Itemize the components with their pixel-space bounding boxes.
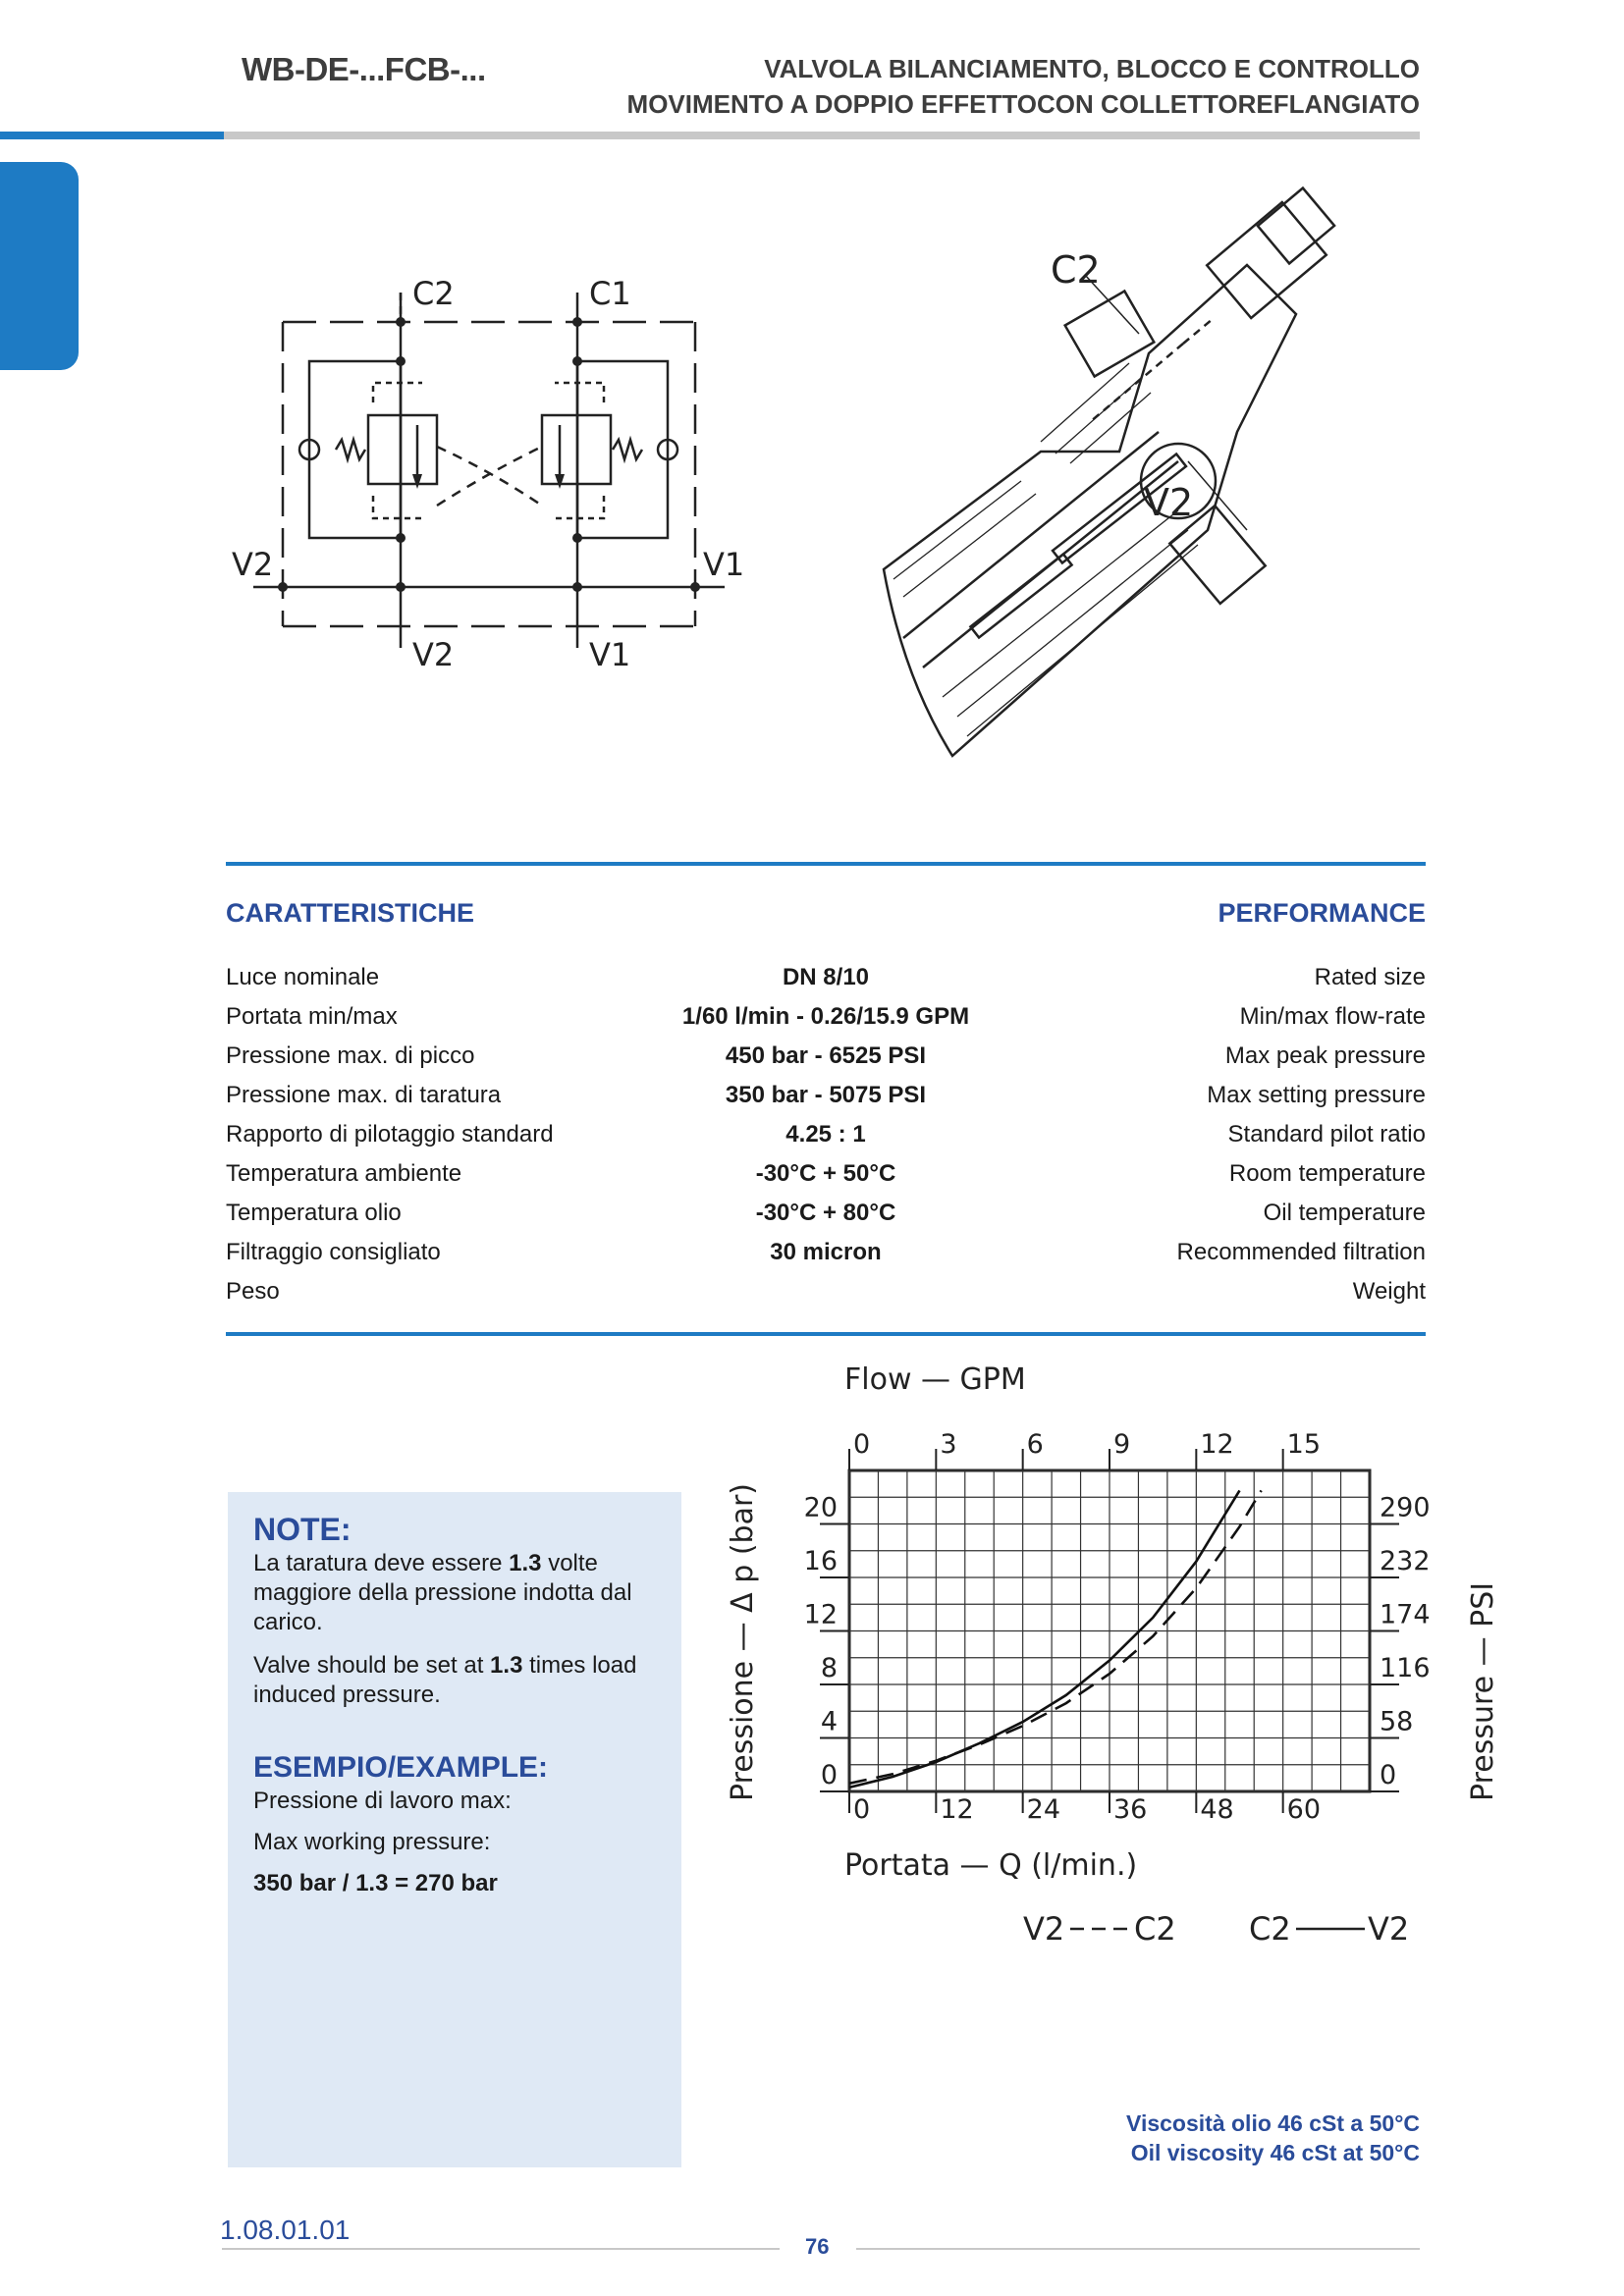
note-en-post: times load induced pressure.: [253, 1652, 637, 1708]
spec-row: [226, 1082, 1426, 1121]
spec-label-en: Weight: [1352, 1278, 1426, 1305]
note-it-post: volte maggiore della pressione indotta dal carico.: [253, 1550, 632, 1635]
chart-x-tick-label: 48: [1200, 1794, 1234, 1825]
legend-dashed-to: C2: [1134, 1910, 1176, 1948]
chart-x2-tick-label: 12: [1200, 1429, 1234, 1460]
spec-value: 4.25 : 1: [785, 1121, 866, 1148]
note-en-pre: Valve should be set at: [253, 1652, 491, 1679]
chart-series-line-c2-v2: [849, 1490, 1240, 1788]
note-text-it: [253, 1549, 666, 1637]
spec-value: -30°C + 50°C: [755, 1160, 896, 1187]
spec-row: [226, 1042, 1426, 1082]
port-label-c1: C1: [589, 275, 631, 312]
spec-label-it: Filtraggio consigliato: [226, 1239, 441, 1265]
chart-x-tick-label: 0: [853, 1794, 871, 1825]
note-title: NOTE:: [253, 1512, 352, 1547]
chart-legend: [1023, 1910, 1409, 1948]
chart-x2-tick-label: 6: [1026, 1429, 1044, 1460]
title-line-1: VALVOLA BILANCIAMENTO, BLOCCO E CONTROLLO: [764, 54, 1420, 83]
chart-x-tick-label: 36: [1113, 1794, 1148, 1825]
spec-label-it: Pressione max. di picco: [226, 1042, 475, 1069]
spec-row: [226, 964, 1426, 1003]
specs-title-en: PERFORMANCE: [1218, 898, 1426, 928]
chart-y-tick-label: 12: [803, 1599, 838, 1630]
spec-label-en: Oil temperature: [1263, 1200, 1426, 1226]
chart-y-tick-label: 0: [820, 1760, 838, 1790]
specs-rule-top: [226, 862, 1426, 866]
port-label-v2-bottom: V2: [412, 636, 455, 673]
chart-x2-tick-label: 0: [853, 1429, 871, 1460]
footer-rule-right: [856, 2248, 1420, 2250]
spec-label-it: Luce nominale: [226, 964, 380, 990]
spec-label-it: Pressione max. di taratura: [226, 1082, 502, 1108]
viscosity-en: Oil viscosity 46 cSt at 50°C: [1130, 2140, 1420, 2165]
chart-y2-tick-label: 232: [1380, 1546, 1431, 1576]
chart-y2label: Pressure — PSI: [1466, 1581, 1500, 1801]
valve-section-drawing: [864, 206, 1414, 775]
legend-solid-from: C2: [1249, 1910, 1291, 1948]
side-tab: [0, 162, 79, 370]
footer-code: 1.08.01.01: [220, 2215, 351, 2245]
spec-label-it: Temperatura olio: [226, 1200, 402, 1226]
section-label-c2: C2: [1051, 248, 1101, 292]
page-number: 76: [805, 2234, 830, 2259]
spec-label-en: Standard pilot ratio: [1227, 1121, 1426, 1148]
pressure-flow-chart: [687, 1355, 1500, 1963]
legend-solid-to: V2: [1368, 1910, 1410, 1948]
spec-label-en: Max peak pressure: [1224, 1042, 1426, 1069]
port-label-v1-right: V1: [703, 546, 745, 583]
title-line-2: MOVIMENTO A DOPPIO EFFETTOCON COLLETTOREFLANGIATO: [626, 89, 1420, 119]
chart-xlabel: Portata — Q (l/min.): [844, 1848, 1138, 1883]
spec-value: 450 bar - 6525 PSI: [725, 1042, 927, 1069]
spec-row: [226, 1278, 1426, 1317]
note-it-pre: La taratura deve essere: [253, 1550, 510, 1576]
spec-label-en: Rated size: [1314, 964, 1426, 990]
chart-y-tick-label: 16: [803, 1546, 838, 1576]
port-label-v2-left: V2: [232, 546, 274, 583]
chart-x-tick-label: 12: [940, 1794, 974, 1825]
port-label-v1-bottom: V1: [589, 636, 631, 673]
document-code: WB-DE-...FCB-...: [242, 51, 486, 87]
chart-y2-tick-label: 0: [1380, 1760, 1397, 1790]
specs-rule-bottom: [226, 1332, 1426, 1336]
spec-row: [226, 1003, 1426, 1042]
spec-row: [226, 1239, 1426, 1278]
spec-value: DN 8/10: [782, 964, 870, 990]
chart-y2-tick-label: 290: [1380, 1492, 1431, 1523]
chart-y-tick-label: 20: [803, 1492, 838, 1523]
spec-label-en: Max setting pressure: [1207, 1082, 1426, 1108]
note-text-en: [253, 1651, 666, 1710]
spec-row: [226, 1160, 1426, 1200]
spec-label-it: Rapporto di pilotaggio standard: [226, 1121, 554, 1148]
chart-x2-tick-label: 15: [1286, 1429, 1322, 1460]
spec-value: -30°C + 80°C: [755, 1200, 896, 1226]
spec-row: [226, 1121, 1426, 1160]
spec-label-en: Min/max flow-rate: [1239, 1003, 1426, 1030]
example-title: ESEMPIO/EXAMPLE:: [253, 1751, 549, 1784]
chart-x2-tick-label: 3: [940, 1429, 957, 1460]
spec-label-en: Recommended filtration: [1176, 1239, 1426, 1265]
note-en-bold: 1.3: [490, 1652, 523, 1679]
legend-dashed-from: V2: [1023, 1910, 1065, 1948]
viscosity-it: Viscosità olio 46 cSt a 50°C: [1126, 2110, 1420, 2136]
header-rule-accent: [0, 132, 224, 139]
chart-y2-tick-label: 174: [1380, 1599, 1431, 1630]
chart-ylabel: Pressione — Δ p (bar): [726, 1483, 760, 1801]
spec-label-it: Temperatura ambiente: [226, 1160, 462, 1187]
chart-title: Flow — GPM: [844, 1362, 1026, 1397]
chart-y-tick-label: 8: [820, 1653, 838, 1683]
example-line-2: Max working pressure:: [253, 1829, 491, 1855]
header-rule: [224, 132, 1420, 139]
example-calc: 350 bar / 1.3 = 270 bar: [253, 1870, 498, 1896]
chart-x-tick-label: 60: [1286, 1794, 1322, 1825]
spec-label-it: Peso: [226, 1278, 280, 1305]
spec-value: 1/60 l/min - 0.26/15.9 GPM: [681, 1003, 970, 1030]
spec-value: 30 micron: [770, 1239, 882, 1265]
chart-series-line-v2-c2: [849, 1490, 1262, 1783]
chart-y2-tick-label: 116: [1380, 1653, 1431, 1683]
example-line-1: Pressione di lavoro max:: [253, 1788, 512, 1814]
chart-y-tick-label: 4: [820, 1706, 838, 1737]
section-label-v2: V2: [1144, 481, 1194, 524]
spec-label-en: Room temperature: [1228, 1160, 1426, 1187]
spec-label-it: Portata min/max: [226, 1003, 398, 1030]
hydraulic-schematic: [226, 265, 746, 687]
chart-y2-tick-label: 58: [1380, 1706, 1414, 1737]
chart-x-tick-label: 24: [1026, 1794, 1061, 1825]
footer-rule-left: [222, 2248, 780, 2250]
chart-x2-tick-label: 9: [1113, 1429, 1131, 1460]
document-title: [627, 51, 1420, 122]
specs-title-it: CARATTERISTICHE: [226, 898, 474, 928]
spec-value: 350 bar - 5075 PSI: [725, 1082, 927, 1108]
note-it-bold: 1.3: [509, 1550, 542, 1576]
port-label-c2: C2: [412, 275, 455, 312]
spec-row: [226, 1200, 1426, 1239]
